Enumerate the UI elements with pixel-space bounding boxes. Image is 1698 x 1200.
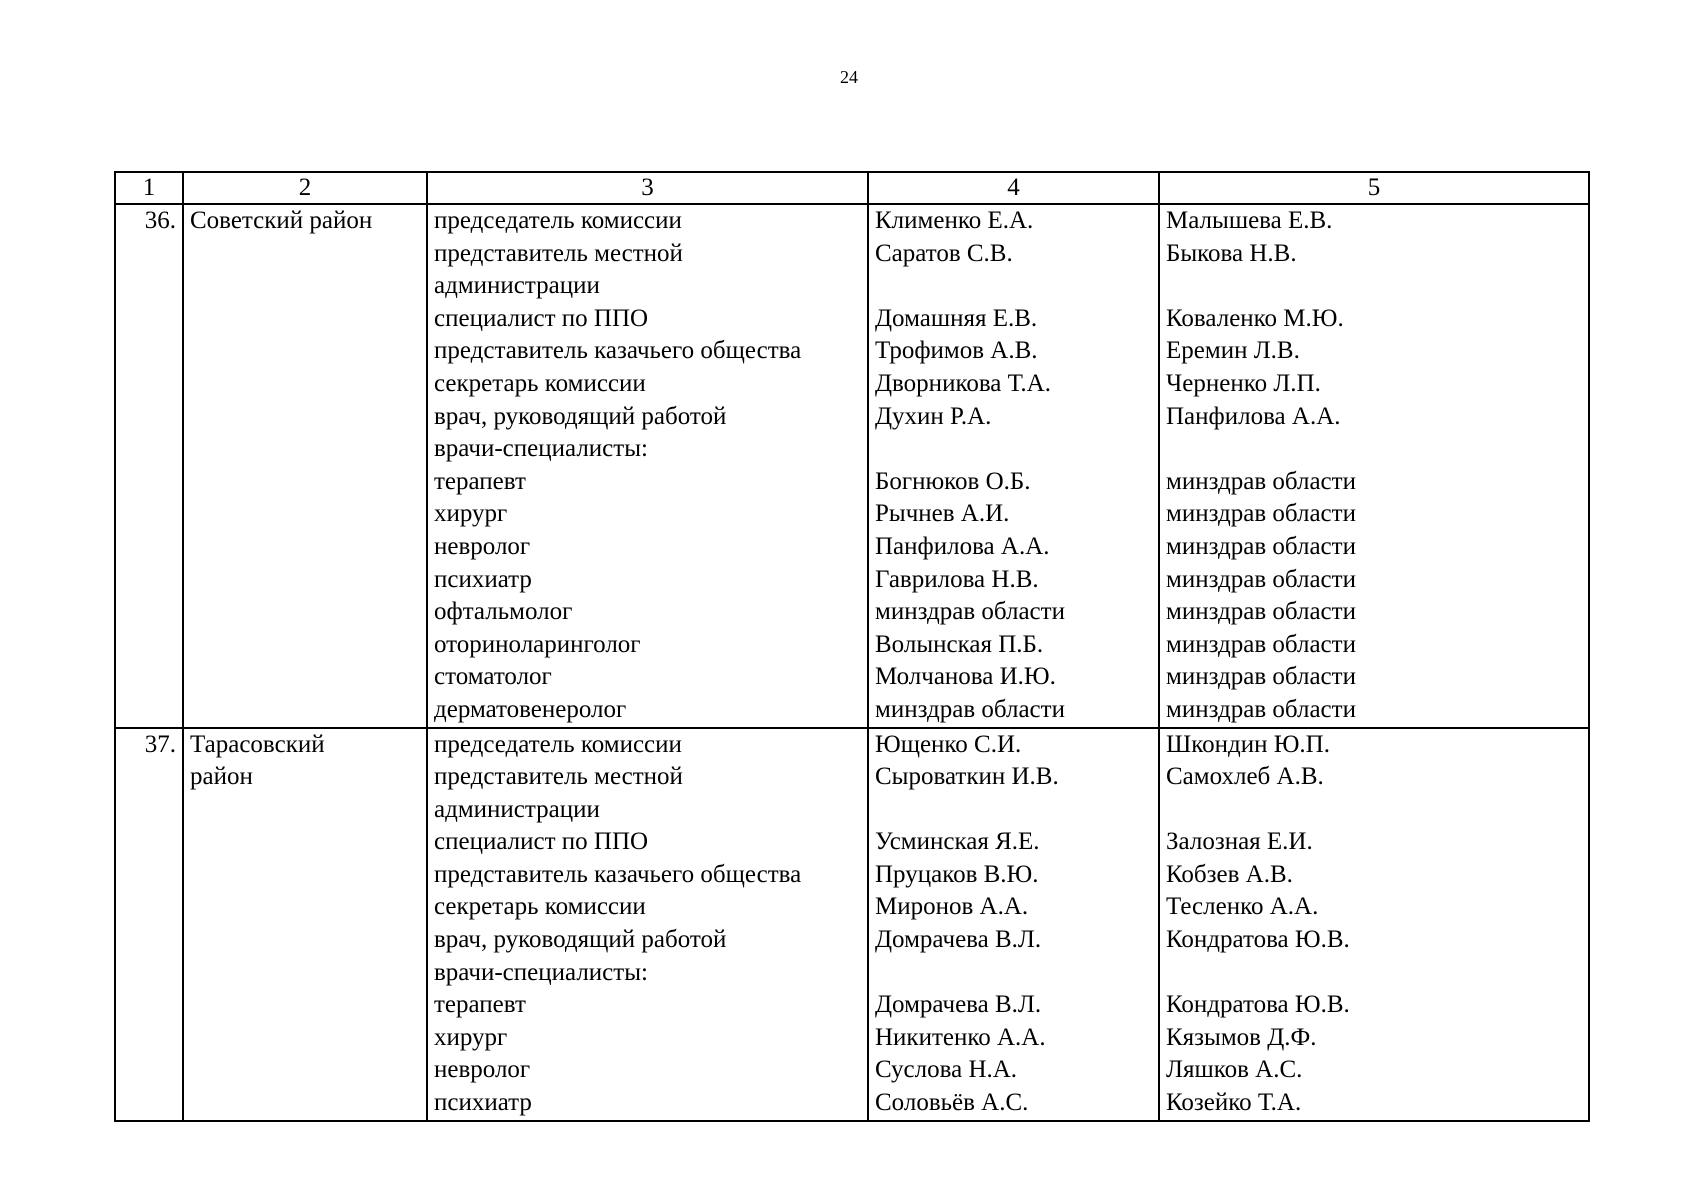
role-text: председатель комиссии (434, 207, 682, 234)
district-cell (183, 728, 427, 1121)
role-text: психиатр (434, 1089, 532, 1117)
role-text: секретарь комиссии (434, 369, 646, 397)
main-member-name (875, 794, 1152, 827)
role-text: специалист по ППО (434, 828, 649, 856)
role-text: врач, руководящий работой (434, 926, 727, 954)
reserve-member-name: Кондратова Ю.В. (1166, 991, 1350, 1019)
district-name: Советский район (190, 207, 373, 234)
reserve-member-name (1166, 957, 1582, 990)
role-cell (427, 204, 868, 728)
reserve-member-name: Кязымов Д.Ф. (1166, 1023, 1317, 1051)
reserve-member-name: Залозная Е.И. (1166, 828, 1313, 856)
commission-table (114, 171, 1590, 1122)
main-member-name: Ющенко С.И. (875, 730, 1022, 758)
main-member-name: Суслова Н.А. (875, 1056, 1018, 1084)
main-member-name: Домрачева В.Л. (875, 991, 1042, 1019)
reserve-member-name: Шкондин Ю.П. (1166, 730, 1330, 758)
reserve-member-name: минздрав области (1166, 467, 1356, 495)
reserve-member-name: Панфилова А.А. (1166, 402, 1341, 430)
reserve-member-name: Черненко Л.П. (1166, 369, 1321, 397)
row-number: 36. (115, 204, 183, 728)
reserve-member-name: минздрав области (1166, 565, 1356, 593)
column-header-1: 1 (115, 172, 183, 204)
table-row (115, 728, 1589, 1121)
main-member-name: Домрачева В.Л. (875, 926, 1042, 954)
reserve-member-name: минздрав области (1166, 663, 1356, 691)
header-row (115, 172, 1589, 204)
main-member-name (875, 957, 1152, 990)
main-member-name: Усминская Я.Е. (875, 828, 1040, 856)
main-member-name: Клименко Е.А. (875, 207, 1034, 234)
role-text: врач, руководящий работой (434, 402, 727, 430)
main-member-name: Дворникова Т.А. (875, 369, 1051, 397)
main-member-name: Панфилова А.А. (875, 532, 1050, 560)
main-member-name: Духин Р.А. (875, 402, 992, 430)
reserve-member-name: Козейко Т.А. (1166, 1089, 1302, 1117)
main-member-name: Молчанова И.Ю. (875, 663, 1056, 691)
table-header (115, 172, 1589, 204)
reserve-member-name: минздрав области (1166, 695, 1356, 723)
reserve-member-name (1166, 433, 1582, 466)
role-text: терапевт (434, 991, 526, 1019)
role-text: представитель казачьего общества (434, 337, 802, 365)
main-member-name: Богнюков О.Б. (875, 467, 1031, 495)
role-text: невролог (434, 532, 531, 560)
reserve-member-name: Быкова Н.В. (1166, 239, 1297, 267)
row-number: 37. (115, 728, 183, 1121)
table-body (115, 204, 1589, 1121)
role-text: офтальмолог (434, 598, 573, 626)
column-header-4: 4 (868, 172, 1159, 204)
role-text: представитель местной (434, 239, 683, 267)
role-text: стоматолог (434, 663, 552, 691)
reserve-member-cell (1159, 204, 1589, 728)
role-text: секретарь комиссии (434, 893, 646, 921)
reserve-member-name: минздрав области (1166, 630, 1356, 658)
reserve-member-name: Ляшков А.С. (1166, 1056, 1303, 1084)
reserve-member-name: Еремин Л.В. (1166, 337, 1300, 365)
column-header-3: 3 (427, 172, 868, 204)
role-text: представитель казачьего общества (434, 860, 802, 888)
main-member-name: Домашняя Е.В. (875, 304, 1038, 332)
role-text: специалист по ППО (434, 304, 649, 332)
main-member-cell (868, 728, 1159, 1121)
main-member-name: Соловьёв А.С. (875, 1089, 1029, 1117)
reserve-member-name: Малышева Е.В. (1166, 207, 1333, 234)
role-text: невролог (434, 1056, 531, 1084)
role-text: врачи-специалисты: (434, 958, 648, 986)
reserve-member-name (1166, 794, 1582, 827)
role-text: председатель комиссии (434, 730, 682, 758)
main-member-name: Никитенко А.А. (875, 1023, 1046, 1051)
role-text: представитель местной (434, 763, 683, 791)
main-member-name: Трофимов А.В. (875, 337, 1038, 365)
reserve-member-name: минздрав области (1166, 598, 1356, 626)
reserve-member-name: Кобзев А.В. (1166, 860, 1293, 888)
role-text: администрации (434, 272, 600, 300)
role-text: оториноларинголог (434, 630, 641, 658)
reserve-member-name: Самохлеб А.В. (1166, 763, 1324, 791)
main-member-name: Волынская П.Б. (875, 630, 1044, 658)
district-name: район (190, 763, 253, 791)
main-member-name: Рычнев А.И. (875, 500, 1010, 528)
reserve-member-name: Кондратова Ю.В. (1166, 926, 1350, 954)
role-text: терапевт (434, 467, 526, 495)
role-cell (427, 728, 868, 1121)
reserve-member-name: Коваленко М.Ю. (1166, 304, 1344, 332)
role-text: хирург (434, 1023, 508, 1051)
main-member-name: Сыроваткин И.В. (875, 763, 1059, 791)
reserve-member-cell (1159, 728, 1589, 1121)
reserve-member-name: минздрав области (1166, 532, 1356, 560)
role-text: врачи-специалисты: (434, 435, 648, 463)
reserve-member-name: Тесленко А.А. (1166, 893, 1319, 921)
role-text: психиатр (434, 565, 532, 593)
main-member-name: Саратов С.В. (875, 239, 1013, 267)
table-row (115, 204, 1589, 728)
reserve-member-name: минздрав области (1166, 500, 1356, 528)
main-member-name (875, 270, 1152, 303)
role-text: дерматовенеролог (434, 695, 627, 723)
role-text: администрации (434, 795, 600, 823)
main-member-cell (868, 204, 1159, 728)
role-text: хирург (434, 500, 508, 528)
page-number: 24 (840, 67, 858, 87)
main-member-name: минздрав области (875, 695, 1065, 723)
main-member-name (875, 433, 1152, 466)
district-name: Тарасовский (190, 730, 325, 758)
main-member-name: Пруцаков В.Ю. (875, 860, 1039, 888)
main-member-name: Гаврилова Н.В. (875, 565, 1039, 593)
reserve-member-name (1166, 270, 1582, 303)
district-cell (183, 204, 427, 728)
column-header-2: 2 (183, 172, 427, 204)
main-member-name: Миронов А.А. (875, 893, 1029, 921)
column-header-5: 5 (1159, 172, 1589, 204)
main-member-name: минздрав области (875, 598, 1065, 626)
